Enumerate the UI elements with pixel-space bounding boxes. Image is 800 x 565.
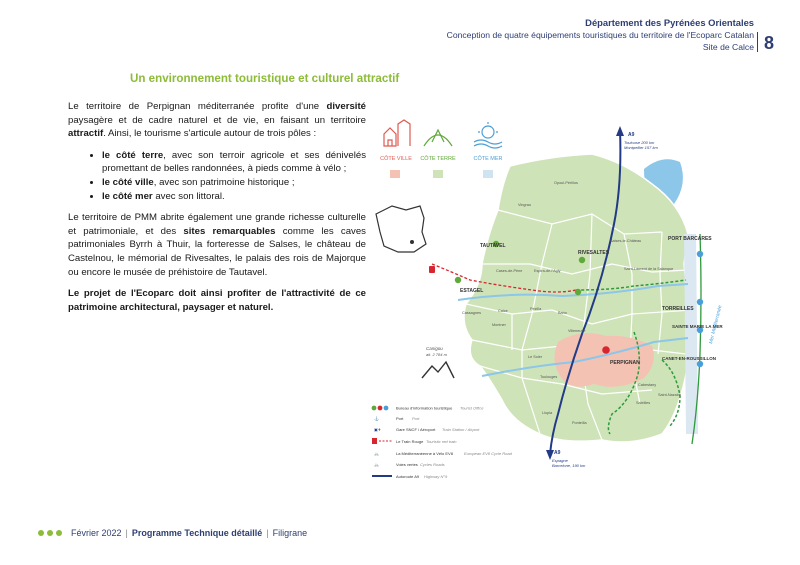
commune-label: Vingrau <box>518 203 532 207</box>
sea-icon <box>474 122 502 148</box>
city-label: PORT BARCARES <box>668 236 712 242</box>
bold-run: le côté terre <box>102 149 164 161</box>
footer-separator: | <box>266 528 269 538</box>
train-icon <box>372 438 377 444</box>
mountain-label: alt. 2 784 m <box>426 352 447 357</box>
legend-label-en: European EV8 Cycle Road <box>464 451 512 456</box>
bold-run: sites remarquables <box>183 225 276 237</box>
train-airport-icon: ▣✈ <box>374 427 382 432</box>
commune-label: Baho <box>558 311 567 315</box>
territory-landmass <box>464 154 692 442</box>
header-divider <box>757 32 758 52</box>
tourist-office-marker <box>697 361 703 367</box>
text-run: avec son littoral. <box>152 190 225 202</box>
city-label: PERPIGNAN <box>610 360 640 366</box>
legend-dot <box>372 406 377 411</box>
train-station-icon <box>429 266 435 273</box>
legend-label: Autoroute A9 <box>396 474 420 479</box>
commune-label: Cases-de-Pène <box>496 269 523 273</box>
heritage-paragraph <box>68 211 366 279</box>
tourist-office-marker <box>697 299 703 305</box>
list-item <box>102 176 366 190</box>
commune-label: Saint-Laurent de la Salanque <box>624 267 674 271</box>
page-number: 8 <box>763 33 774 53</box>
city-label: CANET-EN-ROUSSILLON <box>662 356 716 361</box>
dot <box>56 530 62 536</box>
legend-label-en: Touristic red train <box>426 439 457 444</box>
tourist-office-marker <box>579 257 585 263</box>
location-marker-icon <box>410 240 414 244</box>
bicycle-icon: 🚲 <box>374 451 379 456</box>
department-name: Département des Pyrénées Orientales <box>585 17 754 28</box>
bold-run: Le projet de l'Ecoparc doit ainsi profiter de l'attractivité de ce patrimoine architectural, paysager et naturel. <box>68 288 366 313</box>
tourism-map <box>362 114 730 482</box>
commune-label: Ponteilla <box>572 421 587 425</box>
conclusion-paragraph <box>68 287 366 314</box>
city-label: TAUTAVEL <box>480 243 506 249</box>
sea-swatch <box>483 170 493 178</box>
text-run: Le territoire de Perpignan méditerranée profite d'une <box>68 101 327 112</box>
footer-separator: | <box>125 528 128 538</box>
legend-label: La Méditerranéenne à Vélo EV8 <box>396 451 453 456</box>
pole-icons <box>380 120 502 178</box>
bold-run: attractif <box>68 128 104 140</box>
page-header <box>447 17 754 53</box>
commune-label: Llupia <box>542 411 553 415</box>
sea-label: Mer Méditerranée <box>708 304 724 345</box>
commune-label: Villeneuve <box>568 329 586 333</box>
project-title: Conception de quatre équipements touristiques du territoire de l'Ecoparc Catalan <box>446 30 754 40</box>
site-name: Site de Calce <box>702 42 754 52</box>
road-destination-south: Barcelone, 190 km <box>552 463 586 468</box>
text-run: paysagère et de cadre naturel et de vie, en faisant un territoire <box>68 114 366 126</box>
bold-run: le côté ville <box>102 176 154 188</box>
legend-label-en: Port <box>412 416 420 421</box>
legend-label: Le Train Rouge <box>396 439 424 444</box>
text-run: , avec son terroir agricole et ses dénivelés promettant de belles randonnées, à pieds comme à vélo ; <box>102 149 366 175</box>
commune-label: Montner <box>492 323 506 327</box>
legend-label-en: Tourist Office <box>460 405 484 411</box>
body-text <box>68 100 366 322</box>
legend-label: Port <box>396 416 404 421</box>
footer-firm: Filigrane <box>272 528 308 538</box>
tourist-office-marker <box>602 346 610 354</box>
city-icon <box>384 120 410 146</box>
pole-label: CÔTE VILLE <box>380 156 412 162</box>
legend-label-en: Highway N°9 <box>424 474 448 479</box>
footer-programme: Programme Technique détaillé <box>131 528 263 538</box>
commune-label: Cassagnes <box>462 311 481 315</box>
road-destination-south: Espagne <box>552 458 568 463</box>
legend-label: Gare SNCF / Aéroport <box>396 427 436 432</box>
legend-label: Bureau d'information touristique <box>396 405 453 411</box>
coastal-strip <box>684 234 698 434</box>
legend-label: Voies vertes <box>396 462 418 467</box>
legend-dot <box>384 406 389 411</box>
mountain-label: Canigou <box>426 346 443 351</box>
arrow-up-icon <box>616 126 624 136</box>
city-swatch <box>390 170 400 178</box>
bold-run: le côté mer <box>102 190 153 202</box>
city-label: ESTAGEL <box>460 288 484 294</box>
commune-label: Le Soler <box>528 355 543 359</box>
tourist-office-marker <box>455 277 461 283</box>
footer-date: Février 2022 <box>71 528 122 538</box>
commune-label: Pézilla <box>530 307 542 311</box>
intro-paragraph <box>68 100 366 141</box>
poles-list <box>68 149 366 203</box>
city-label: SAINTE MARIE LA MER <box>672 324 723 329</box>
france-outline-icon <box>376 206 426 252</box>
road-destination-north: Toulouse 200 km <box>624 140 655 145</box>
pole-label: CÔTE MER <box>473 156 503 162</box>
commune-label: Salses-le-Château <box>610 239 642 243</box>
section-title: Un environnement touristique et culturel attractif <box>130 72 400 85</box>
tourist-office-marker <box>575 289 581 295</box>
city-label: TORREILLES <box>662 306 694 312</box>
a9-label: A9 <box>554 450 561 456</box>
land-icon <box>424 130 452 146</box>
city-label: RIVESALTES <box>578 250 610 256</box>
commune-label: Saleilles <box>636 401 651 405</box>
list-item <box>102 149 366 176</box>
anchor-icon: ⚓ <box>374 416 379 421</box>
commune-label: Espira-de-l'Agly <box>534 269 561 273</box>
pole-label: CÔTE TERRE <box>420 156 456 162</box>
text-run: comme les caves patrimoniales Byrrh à Thuir, la forteresse de Salses, le château de Castelnou, le mémorial de Rivesaltes, le palais des rois de Majorque ou encore le musée de préhistoire de Tautavel. <box>68 225 366 278</box>
mountain-icon <box>422 362 454 378</box>
map-legend <box>372 406 513 480</box>
legend-label-en: Cycles Roads <box>420 462 445 467</box>
footer-dots <box>38 528 65 538</box>
commune-label: Opoul-Périllos <box>554 181 578 185</box>
tourist-office-marker <box>697 251 703 257</box>
text-run: , avec son patrimoine historique ; <box>153 176 295 188</box>
legend-dot <box>378 406 383 411</box>
land-swatch <box>433 170 443 178</box>
text-run: . Ainsi, le tourisme s'articule autour de trois pôles : <box>103 128 317 140</box>
dot <box>47 530 53 536</box>
dot <box>38 530 44 536</box>
map-svg <box>362 114 730 482</box>
bicycle-icon: 🚲 <box>374 462 379 467</box>
legend-label-en: Train Station / Airport <box>442 427 480 432</box>
commune-label: Saint-Nazaire <box>658 393 682 397</box>
a9-label: A9 <box>628 132 635 138</box>
commune-label: Cabestany <box>638 383 657 387</box>
text-run: Le territoire de PMM abrite également une grande richesse culturelle et patrimoniale, et des <box>68 212 366 237</box>
bold-run: diversité <box>326 101 366 112</box>
page-footer <box>38 528 307 538</box>
road-destination-north: Montpellier 157 km <box>624 145 658 150</box>
list-item <box>102 190 366 204</box>
commune-label: Calce <box>498 309 508 313</box>
commune-label: Toulouges <box>540 375 558 379</box>
